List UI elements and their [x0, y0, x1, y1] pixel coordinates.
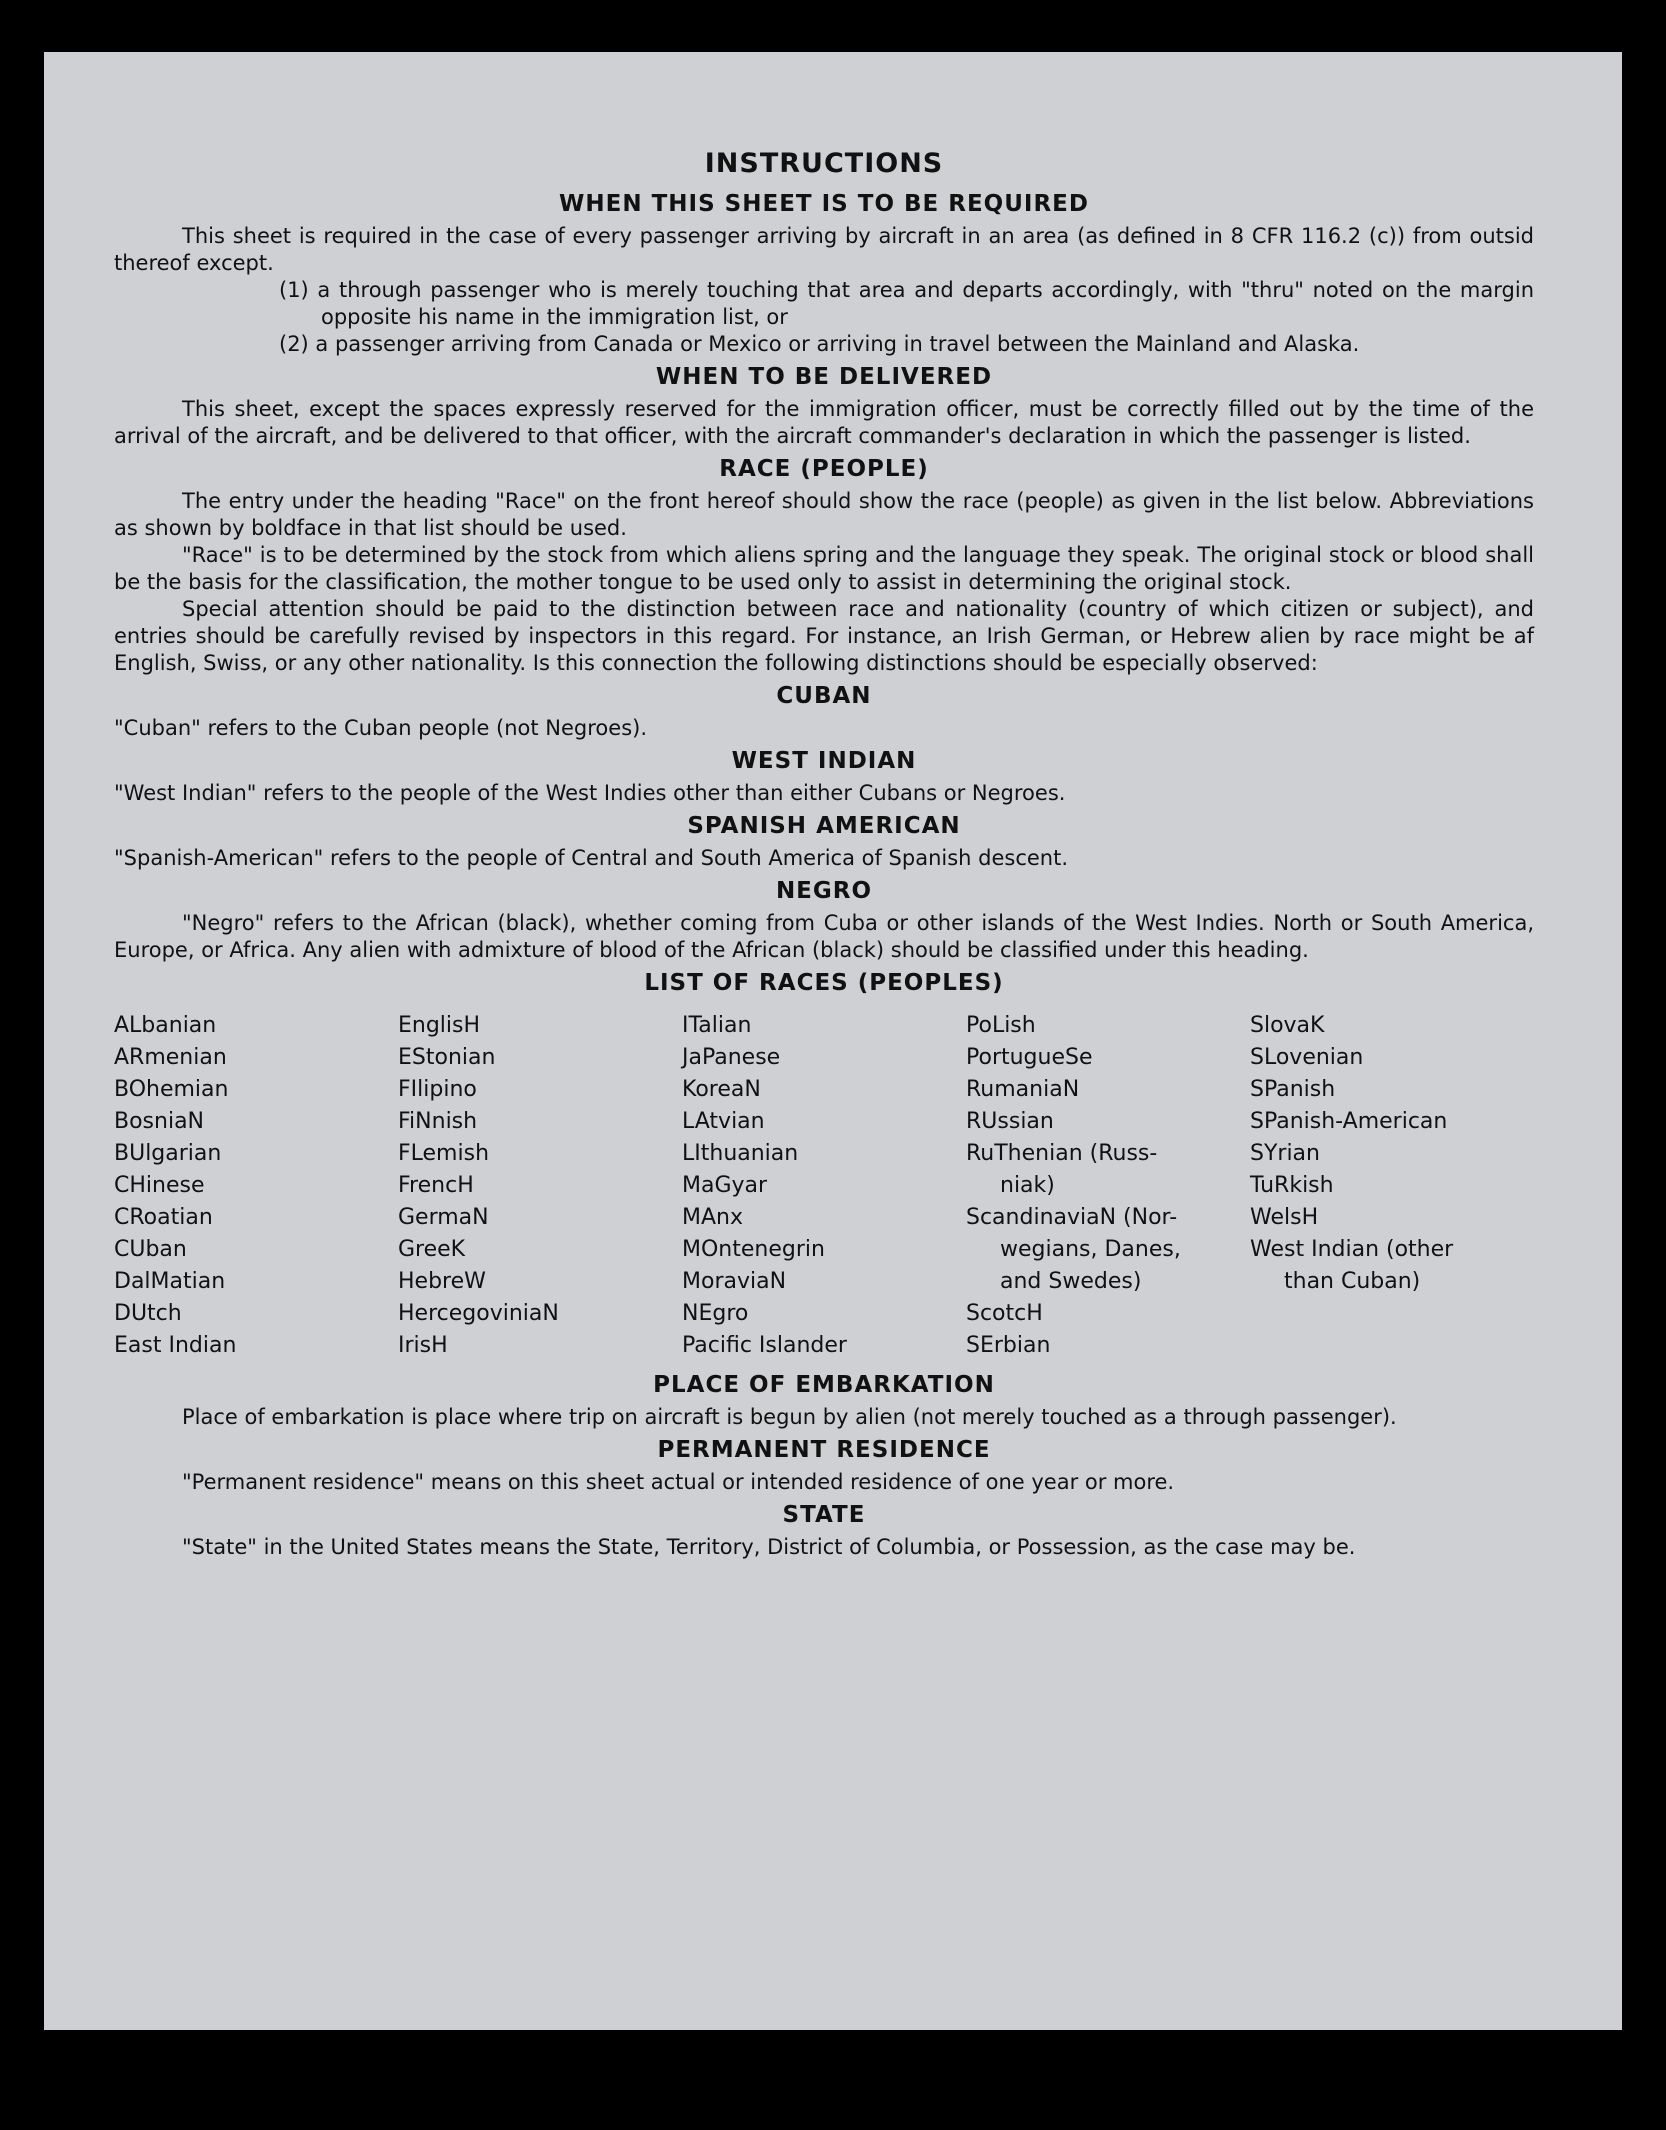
race-entry: ScotcH [966, 1301, 1043, 1326]
embarkation-text: Place of embarkation is place where trip on aircraft is begun by alien (not merely touched as a through passenger). [182, 1405, 1397, 1429]
west-indian-text: "West Indian" refers to the people of the West Indies other than either Cubans or Negroes. [114, 781, 1066, 805]
race-entry: EnglisH [398, 1013, 481, 1038]
race-entry: SPanish-American [1250, 1109, 1448, 1134]
race-entry: KoreaN [682, 1077, 761, 1102]
page-title: INSTRUCTIONS [704, 148, 944, 179]
race-entry: BOhemian [114, 1077, 229, 1102]
race-entry: HebreW [398, 1269, 486, 1294]
heading-race: RACE (PEOPLE) [719, 456, 929, 482]
race-entry: Pacific Islander [682, 1333, 847, 1358]
race-entry: West Indian (other [1250, 1237, 1454, 1262]
race-entry: PoLish [966, 1013, 1036, 1038]
spanish-american-text: "Spanish-American" refers to the people of Central and South America of Spanish descent. [114, 846, 1069, 870]
race-entry: and Swedes) [1000, 1269, 1142, 1294]
required-item-2: (2) a passenger arriving from Canada or Mexico or arriving in travel between the Mainland and Alaska. [279, 332, 1360, 356]
race-entry: ALbanian [114, 1013, 217, 1038]
race-entry: ITalian [682, 1013, 752, 1038]
races-column-3 [682, 1010, 966, 1362]
heading-cuban: CUBAN [776, 683, 872, 709]
race-paragraph-2: "Race" is to be determined by the stock from which aliens spring and the language they speak. The original stock or blood shall be the basis for the classification, the mother tongue to be used only to assist in determining the original stock. [114, 543, 1534, 594]
heading-embarkation: PLACE OF EMBARKATION [653, 1372, 995, 1398]
race-entry: MAnx [682, 1205, 743, 1230]
race-entry: FIlipino [398, 1077, 477, 1102]
race-entry: ScandinaviaN (Nor- [966, 1205, 1178, 1230]
state-text: "State" in the United States means the State, Territory, District of Columbia, or Possession, as the case may be. [182, 1535, 1356, 1559]
race-entry: SYrian [1250, 1141, 1320, 1166]
race-entry: MOntenegrin [682, 1237, 825, 1262]
race-entry: PortugueSe [966, 1045, 1093, 1070]
heading-residence: PERMANENT RESIDENCE [657, 1437, 991, 1463]
race-entry: FrencH [398, 1173, 474, 1198]
race-entry: NEgro [682, 1301, 749, 1326]
heading-delivered: WHEN TO BE DELIVERED [655, 364, 993, 390]
race-entry: HercegoviniaN [398, 1301, 559, 1326]
race-entry: DUtch [114, 1301, 182, 1326]
delivered-text: This sheet, except the spaces expressly reserved for the immigration officer, must be correctly filled out by the time of the arrival of the aircraft, and be delivered to that officer, with the aircraft commander's declaration in which the passenger is listed. [114, 397, 1534, 448]
race-entry: RuThenian (Russ- [966, 1141, 1158, 1166]
race-entry: CUban [114, 1237, 187, 1262]
race-entry: WelsH [1250, 1205, 1319, 1230]
races-column-2 [398, 1010, 682, 1362]
race-entry: SlovaK [1250, 1013, 1325, 1038]
race-entry: East Indian [114, 1333, 237, 1358]
race-entry: IrisH [398, 1333, 448, 1358]
required-intro: This sheet is required in the case of every passenger arriving by aircraft in an area (as defined in 8 CFR 116.2 (c)) from outsid thereof except. [114, 224, 1534, 275]
races-list [114, 1010, 1534, 1362]
race-entry: CRoatian [114, 1205, 213, 1230]
race-entry: MoraviaN [682, 1269, 787, 1294]
race-entry: RUssian [966, 1109, 1054, 1134]
race-entry: niak) [1000, 1173, 1055, 1198]
required-item-1: (1) a through passenger who is merely touching that area and departs accordingly, with "thru" noted on the margin opposite his name in the immigration list, or [279, 278, 1534, 329]
race-entry: FLemish [398, 1141, 490, 1166]
race-paragraph-1: The entry under the heading "Race" on the front hereof should show the race (people) as given in the list below. Abbreviations as shown by boldface in that list should be used. [114, 489, 1534, 540]
heading-list-of-races: LIST OF RACES (PEOPLES) [644, 970, 1004, 996]
race-entry: MaGyar [682, 1173, 768, 1198]
residence-text: "Permanent residence" means on this sheet actual or intended residence of one year or more. [182, 1470, 1175, 1494]
negro-text: "Negro" refers to the African (black), whether coming from Cuba or other islands of the West Indies. North or South America, Europe, or Africa. Any alien with admixture of blood of the African (black) should be classified under this heading. [114, 911, 1534, 962]
race-entry: SPanish [1250, 1077, 1336, 1102]
race-entry: RumaniaN [966, 1077, 1080, 1102]
races-column-5 [1250, 1010, 1534, 1362]
race-entry: TuRkish [1250, 1173, 1334, 1198]
heading-required: WHEN THIS SHEET IS TO BE REQUIRED [559, 191, 1089, 217]
races-column-4 [966, 1010, 1250, 1362]
race-entry: EStonian [398, 1045, 496, 1070]
race-entry: DalMatian [114, 1269, 226, 1294]
race-entry: FiNnish [398, 1109, 478, 1134]
race-entry: ARmenian [114, 1045, 227, 1070]
race-entry: than Cuban) [1284, 1269, 1421, 1294]
race-entry: GermaN [398, 1205, 489, 1230]
race-entry: wegians, Danes, [1000, 1237, 1181, 1262]
cuban-text: "Cuban" refers to the Cuban people (not Negroes). [114, 716, 648, 740]
race-paragraph-3: Special attention should be paid to the distinction between race and nationality (country of which citizen or subject), and entries should be carefully revised by inspectors in this regard. For instance, an Irish German, or Hebrew alien by race might be af English, Swiss, or any other nationality. Is this connection the following distinctions should be especially observed: [114, 597, 1534, 675]
race-entry: BUlgarian [114, 1141, 222, 1166]
race-entry: SLovenian [1250, 1045, 1364, 1070]
heading-state: STATE [782, 1502, 866, 1528]
races-column-1 [114, 1010, 398, 1362]
heading-negro: NEGRO [775, 878, 873, 904]
race-entry: GreeK [398, 1237, 466, 1262]
race-entry: LIthuanian [682, 1141, 799, 1166]
race-entry: CHinese [114, 1173, 205, 1198]
race-entry: LAtvian [682, 1109, 765, 1134]
race-entry: JaPanese [682, 1045, 781, 1070]
heading-spanish-american: SPANISH AMERICAN [687, 813, 961, 839]
race-entry: BosniaN [114, 1109, 205, 1134]
heading-west-indian: WEST INDIAN [731, 748, 917, 774]
race-entry: SErbian [966, 1333, 1051, 1358]
instruction-sheet [44, 52, 1622, 2030]
